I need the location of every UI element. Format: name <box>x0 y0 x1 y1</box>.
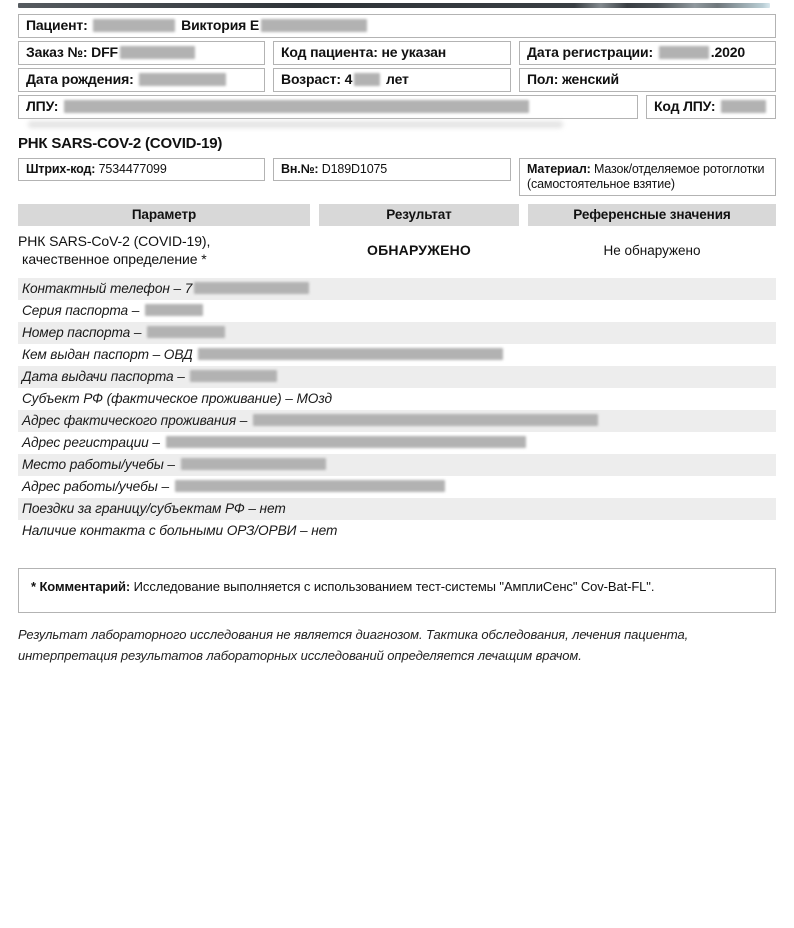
parameter-line2: качественное определение * <box>22 251 207 267</box>
column-header-result: Результат <box>319 204 519 226</box>
info-line: Наличие контакта с больными ОРЗ/ОРВИ – нет <box>22 523 338 538</box>
info-line: Номер паспорта – <box>18 322 776 344</box>
patient-code-field: Код пациента: не указан <box>273 41 511 65</box>
lpu-code-field: Код ЛПУ: <box>646 95 776 119</box>
info-line: Адрес работы/учебы – <box>18 476 776 498</box>
info-line: Адрес фактического проживания – <box>18 410 776 432</box>
parameter-name <box>18 232 310 268</box>
material-field: Материал: Мазок/отделяемое ротоглотки (самостоятельное взятие) <box>519 158 776 196</box>
comment-label: * Комментарий: <box>31 579 131 594</box>
patient-field: Пациент: Виктория Е <box>18 14 776 38</box>
info-line: Дата выдачи паспорта – <box>18 366 776 388</box>
info-line: Кем выдан паспорт – ОВД <box>18 344 776 366</box>
result-value: ОБНАРУЖЕНО <box>366 242 472 258</box>
results-table-header <box>18 204 776 226</box>
result-row <box>18 226 776 276</box>
barcode-field: Штрих-код: 7534477099 <box>18 158 265 181</box>
patient-info-list <box>18 278 776 542</box>
disclaimer-text: Результат лабораторного исследования не является диагнозом. Тактика обследования, лечения пациента, интерпретация результатов лабораторных исследований определяется лечащим врачом. <box>18 627 689 663</box>
column-header-reference: Референсные значения <box>528 204 776 226</box>
info-line: Поездки за границу/субъектам РФ – нет <box>18 498 776 520</box>
parameter-line1: РНК SARS-CoV-2 (COVID-19), <box>18 233 211 249</box>
internal-number-field: Вн.№: D189D1075 <box>273 158 511 181</box>
lpu-field: ЛПУ: <box>18 95 638 119</box>
redacted-smudge <box>28 121 563 128</box>
info-line: Серия паспорта – <box>18 300 776 322</box>
birth-date-field: Дата рождения: <box>18 68 265 92</box>
order-number-field: Заказ №: DFF <box>18 41 265 65</box>
test-section-title: РНК SARS-COV-2 (COVID-19) <box>18 135 223 152</box>
reference-value: Не обнаружено <box>603 242 701 258</box>
registration-date-field: Дата регистрации: .2020 <box>519 41 776 65</box>
info-line: Контактный телефон – 7 <box>18 278 776 300</box>
column-header-parameter: Параметр <box>18 204 310 226</box>
age-field: Возраст: 4 лет <box>273 68 511 92</box>
info-line: Адрес регистрации – <box>18 432 776 454</box>
info-line: Место работы/учебы – <box>18 454 776 476</box>
comment-box <box>18 568 776 613</box>
info-line: Субъект РФ (фактическое проживание) – МОзд <box>22 391 332 406</box>
sex-field: Пол: женский <box>519 68 776 92</box>
comment-text: Исследование выполняется с использованием тест-системы "АмплиСенс" Cov-Bat-FL". <box>133 579 655 594</box>
window-chrome-bar <box>18 3 770 8</box>
